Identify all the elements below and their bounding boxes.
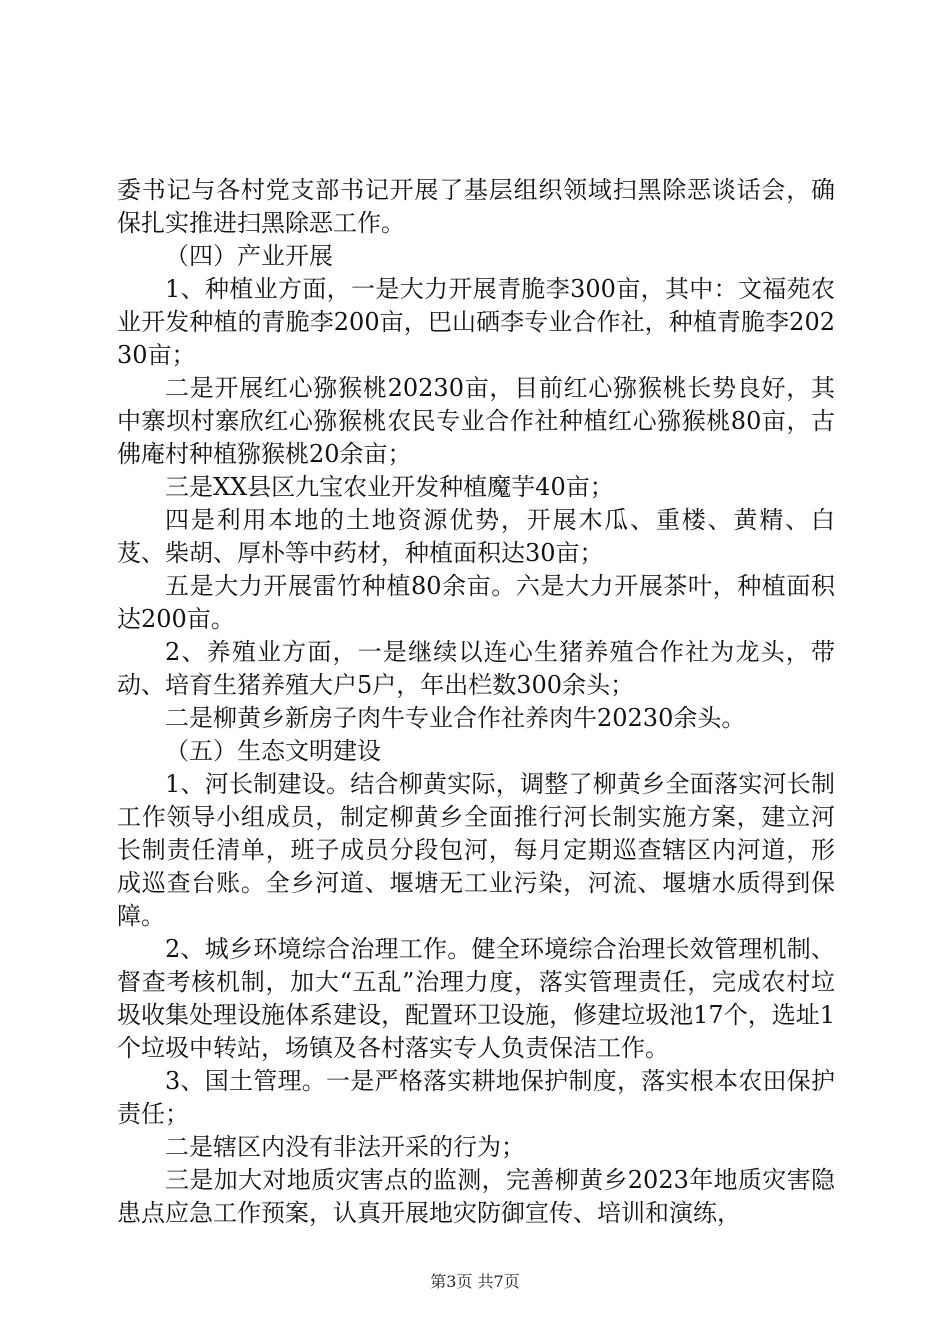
paragraph-planting: 1、种植业方面，一是大力开展青脆李300亩，其中：文福苑农业开发种植的青脆李200亩，巴山硒李专业合作社，种植青脆李20230亩； [117,275,835,369]
paragraph-continuation: 委书记与各村党支部书记开展了基层组织领域扫黑除恶谈话会，确保扎实推进扫黑除恶工作。 [117,176,835,237]
paragraph-no-mining: 二是辖区内没有非法开采的行为； [165,1133,525,1161]
page-number-footer: 第3页 共7页 [430,1272,520,1291]
section-heading-ecology: （五）生态文明建设 [165,737,381,765]
section-heading-industry: （四）产业开展 [165,242,333,270]
paragraph-breeding: 2、养殖业方面，一是继续以连心生猪养殖合作社为龙头，带动、培育生猪养殖大户5户，年出栏数300余头； [117,638,835,699]
paragraph-cattle: 二是柳黄乡新房子肉牛专业合作社养肉牛20230余头。 [165,704,746,732]
document-body [117,174,835,1230]
paragraph-environment: 2、城乡环境综合治理工作。健全环境综合治理长效管理机制、督查考核机制，加大“五乱”治理力度，落实管理责任，完成农村垃圾收集处理设施体系建设，配置环卫设施，修建垃圾池17个，选址1个垃圾中转站，场镇及各村落实专人负责保洁工作。 [117,935,835,1062]
paragraph-bamboo-tea: 五是大力开展雷竹种植80余亩。六是大力开展茶叶，种植面积达200亩。 [117,572,835,633]
paragraph-river-chief: 1、河长制建设。结合柳黄实际，调整了柳黄乡全面落实河长制工作领导小组成员，制定柳黄乡全面推行河长制实施方案，建立河长制责任清单，班子成员分段包河，每月定期巡查辖区内河道，形成巡查台账。全乡河道、堰塘无工业污染，河流、堰塘水质得到保障。 [117,770,835,930]
paragraph-kiwi: 二是开展红心猕猴桃20230亩，目前红心猕猴桃长势良好，其中寨坝村寨欣红心猕猴桃农民专业合作社种植红心猕猴桃80亩，古佛庵村种植猕猴桃20余亩； [117,374,835,468]
paragraph-geo-hazard: 三是加大对地质灾害点的监测，完善柳黄乡2023年地质灾害隐患点应急工作预案，认真开展地灾防御宣传、培训和演练， [117,1166,835,1227]
paragraph-herbs: 四是利用本地的土地资源优势，开展木瓜、重楼、黄精、白芨、柴胡、厚朴等中药材，种植面积达30亩； [117,506,835,567]
paragraph-land-management: 3、国土管理。一是严格落实耕地保护制度，落实根本农田保护责任； [117,1067,835,1128]
paragraph-konjac: 三是XX县区九宝农业开发种植魔芋40亩； [165,473,614,501]
